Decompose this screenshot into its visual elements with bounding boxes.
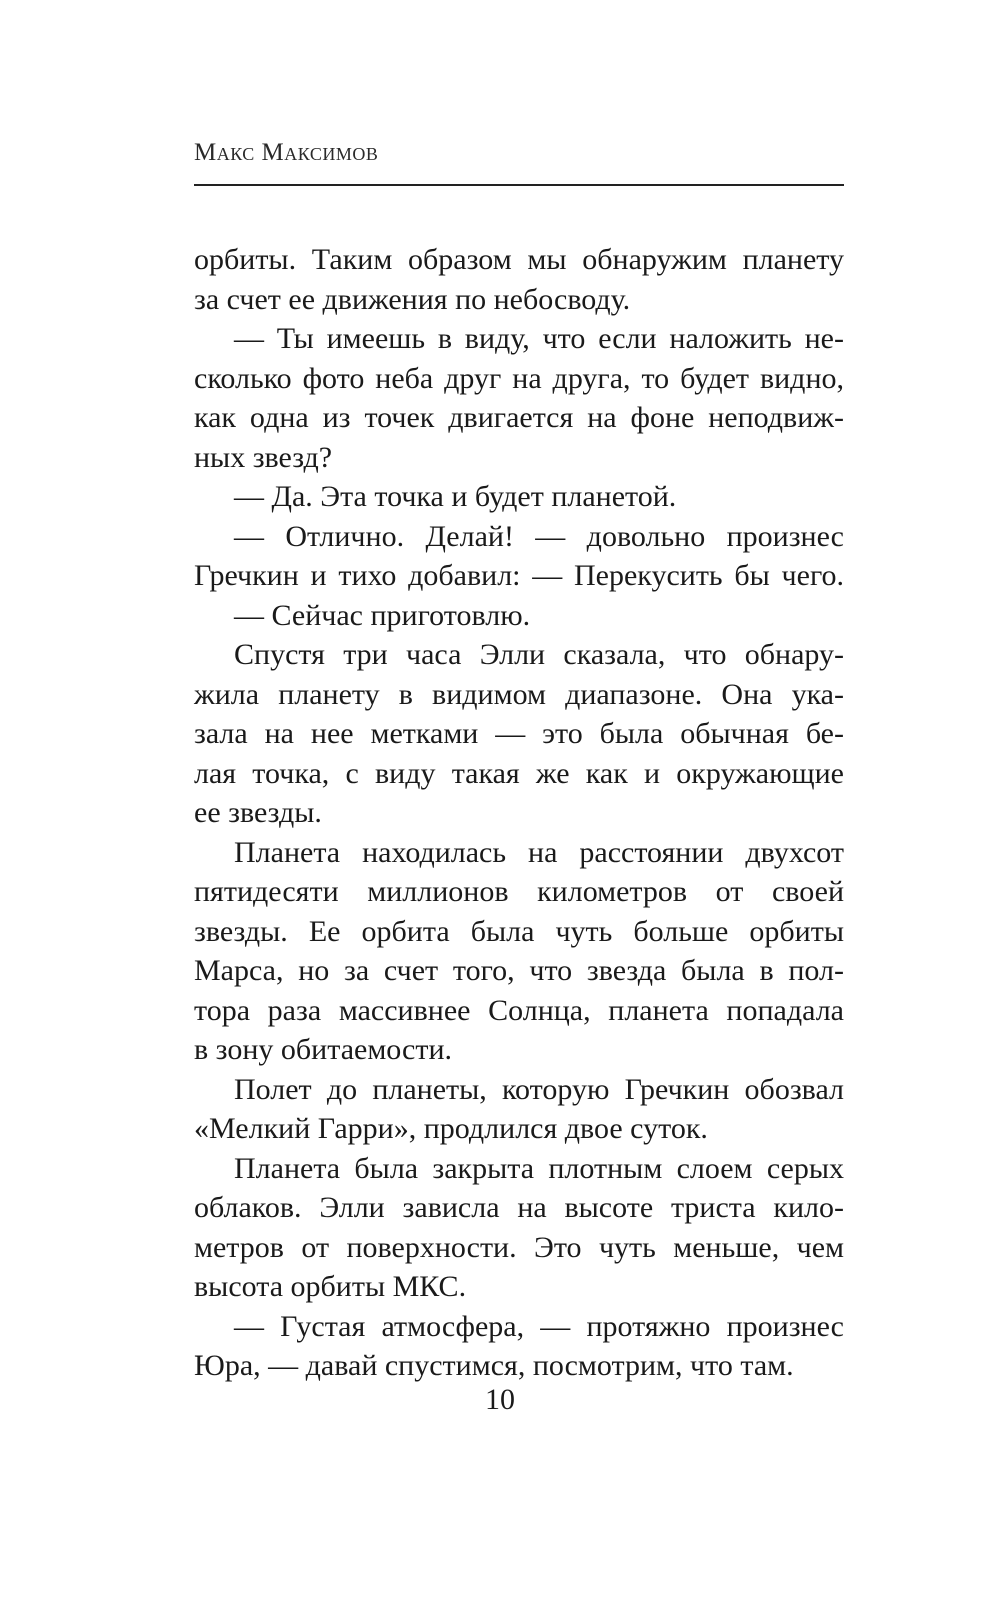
text-line: ных звезд?	[194, 440, 333, 474]
text-line: жила планету в видимом диапазоне. Она ука-	[194, 677, 844, 711]
text-line: сколько фото неба друг на друга, то будет видно,	[194, 361, 844, 395]
text-line: за счет ее движения по небосводу.	[194, 282, 631, 316]
text-line: высота орбиты МКС.	[194, 1270, 467, 1303]
text-line: Планета находилась на расстоянии двухсот	[234, 835, 844, 869]
text-line: облаков. Элли зависла на высоте триста кило-	[194, 1191, 844, 1224]
body-text	[194, 240, 844, 1386]
text-line: орбиты. Таким образом мы обнаружим планету	[194, 243, 844, 276]
header-rule	[194, 184, 844, 186]
text-line: Юра, — давай спустимся, посмотрим, что там.	[194, 1349, 794, 1382]
page-number: 10	[485, 1383, 515, 1416]
text-line: лая точка, с виду такая же как и окружающие	[194, 756, 844, 790]
text-line: — Ты имеешь в виду, что если наложить не-	[234, 322, 844, 355]
text-line: «Мелкий Гарри», продлился двое суток.	[194, 1112, 708, 1145]
running-head-author: Макс Максимов	[194, 139, 379, 166]
text-line: — Отлично. Делай! — довольно произнес	[234, 519, 844, 553]
text-line: звезды. Ее орбита была чуть больше орбиты	[194, 914, 844, 948]
text-line: Полет до планеты, которую Гречкин обозвал	[234, 1072, 844, 1106]
text-line: — Сейчас приготовлю.	[234, 598, 531, 632]
text-line: ее звезды.	[194, 796, 322, 829]
text-line: — Да. Эта точка и будет планетой.	[234, 480, 677, 513]
text-line: метров от поверхности. Это чуть меньше, чем	[194, 1230, 844, 1264]
text-line: в зону обитаемости.	[194, 1033, 453, 1066]
text-line: как одна из точек двигается на фоне неподвиж-	[194, 401, 844, 434]
text-line: пятидесяти миллионов километров от своей	[194, 875, 844, 908]
text-line: Спустя три часа Элли сказала, что обнару-	[234, 638, 844, 671]
text-line: Планета была закрыта плотным слоем серых	[234, 1151, 844, 1185]
text-line: — Густая атмосфера, — протяжно произнес	[234, 1309, 844, 1343]
text-line: зала на нее метками — это была обычная бе-	[194, 717, 844, 750]
text-line: тора раза массивнее Солнца, планета попадала	[194, 993, 844, 1027]
text-line: Марса, но за счет того, что звезда была в пол-	[194, 954, 844, 987]
text-line: Гречкин и тихо добавил: — Перекусить бы чего.	[194, 559, 844, 592]
